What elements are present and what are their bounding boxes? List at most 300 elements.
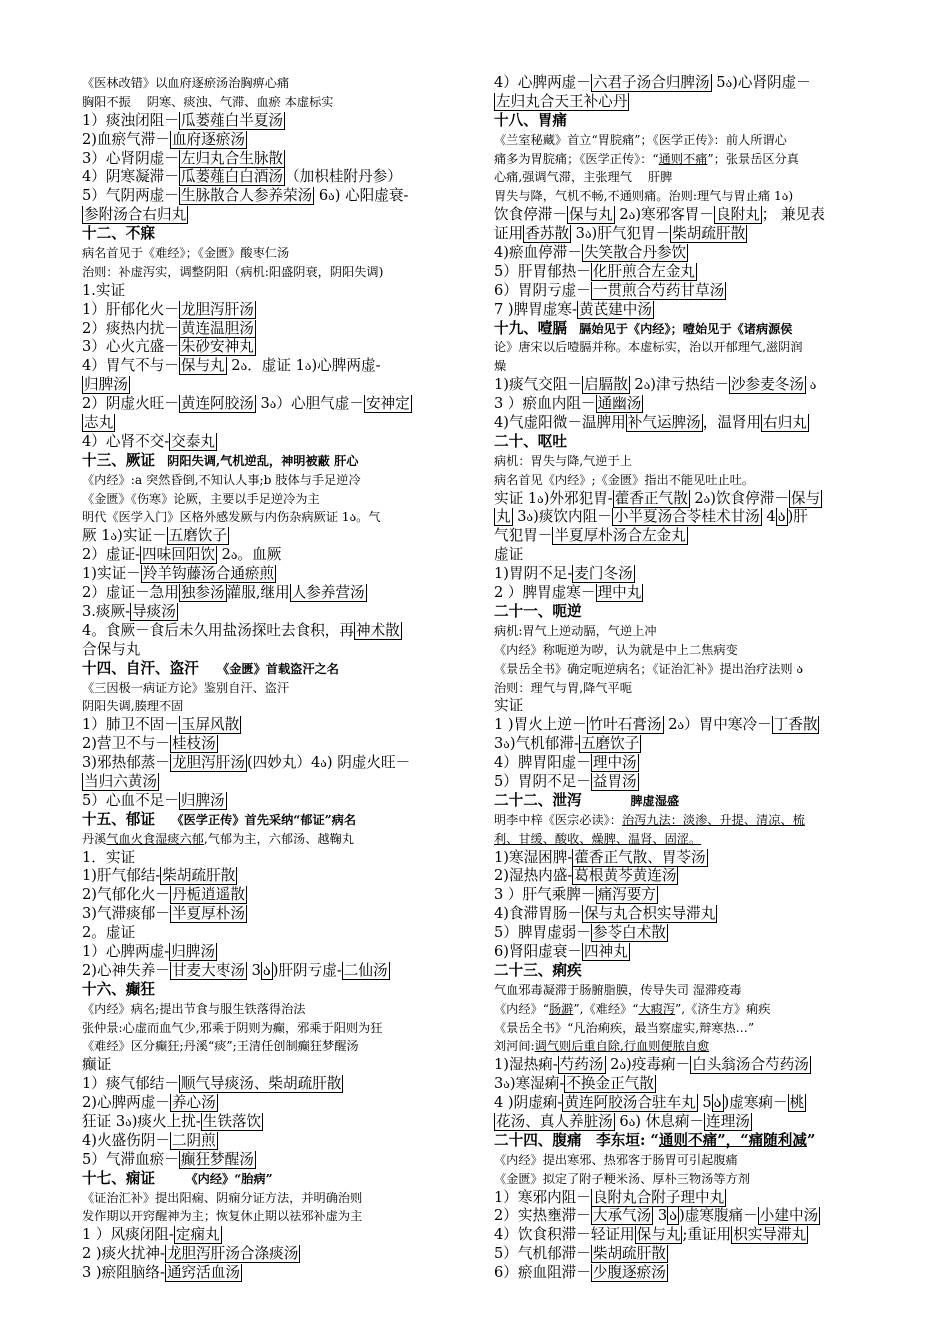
boxed-formula: 朱砂安神丸 <box>180 338 254 356</box>
text-run: 4）饮食积滞－轻证用 <box>494 1226 635 1244</box>
text-line <box>494 981 889 1000</box>
text-run: 5）肝胃郁热－ <box>494 262 591 280</box>
text-run: 阴阳失调,腠理不固 <box>82 699 184 714</box>
text-run: ”；张景岳区分真 <box>707 151 799 166</box>
text-run: 胸阳不振 阴寒、痰浊、气滞、血瘀 本虚标实 <box>82 94 334 109</box>
text-line <box>82 679 477 698</box>
text-line <box>494 735 889 754</box>
text-line <box>82 962 477 981</box>
text-run: 1)胃阴不足- <box>494 565 573 583</box>
text-line <box>82 301 477 320</box>
text-line <box>82 546 477 565</box>
text-run: 治则：理气与胃,降气平呃 <box>494 680 632 695</box>
boxed-formula: 丹栀逍遥散 <box>171 886 245 904</box>
section-heading <box>494 112 889 131</box>
boxed-formula: 瓜蒌薤白白酒汤 <box>180 168 284 186</box>
text-line <box>494 168 889 187</box>
text-run: 3 <box>494 735 504 753</box>
text-run: ．虚证 1 <box>247 357 305 375</box>
section-heading <box>82 1170 477 1189</box>
text-line <box>82 490 477 509</box>
text-line <box>82 414 477 433</box>
text-run: 1 )胃火上逆－ <box>494 716 587 734</box>
boxed-formula: 保与 <box>790 489 821 507</box>
text-run: 2 ）脾胃虚寒－ <box>494 584 596 602</box>
text-line <box>494 490 889 509</box>
text-run: 4）心肾不交- <box>82 432 170 450</box>
inline-note: 《内经》“胎病” <box>154 1171 273 1186</box>
text-line <box>82 1226 477 1245</box>
text-run: 二十二、泄泻 <box>494 791 582 809</box>
text-run: )气机郁滞- <box>509 735 579 753</box>
text-run: ”,《济生方》痢疾 <box>675 1001 771 1016</box>
text-run: 2 <box>226 357 241 375</box>
text-run: 虚证 <box>494 546 524 564</box>
text-line <box>494 206 889 225</box>
text-run: )虚寒痢－ <box>723 1094 788 1112</box>
text-run: 5）气滞血瘀－ <box>82 1150 179 1168</box>
boxed-formula: 当归六黄汤 <box>84 772 157 790</box>
boxed-formula: 六君子汤合归脾汤 <box>592 74 710 91</box>
text-run: 1)肝气郁结- <box>82 867 161 885</box>
text-run: 灌服,继用 <box>226 584 290 602</box>
section-heading <box>82 660 477 679</box>
text-run: 《内经》称呃逆为哕，认为就是中上二焦病变 <box>494 642 738 657</box>
text-run: 十四、自汗、盗汗 <box>82 659 199 677</box>
text-line <box>494 1019 889 1038</box>
boxed-formula: 养心汤 <box>171 1094 216 1112</box>
text-run: 5）心血不足－ <box>82 791 179 809</box>
text-line <box>494 811 889 830</box>
text-run: 2)营卫不与－ <box>82 735 170 753</box>
text-line <box>494 508 889 527</box>
text-run: 李东垣: “ <box>581 1131 659 1149</box>
text-line <box>82 641 477 660</box>
text-run: 1)湿热痢- <box>494 1056 558 1074</box>
text-run: 十八、胃痛 <box>494 111 567 129</box>
text-line <box>494 754 889 773</box>
text-run: 十五、郁证 <box>82 810 155 828</box>
text-line <box>82 357 477 376</box>
text-run: )虚寒腹痛－ <box>679 1207 758 1225</box>
text-run: 张仲景:心虚而血气少,邪乘于阴则为癫，邪乘于阳则为狂 <box>82 1020 383 1035</box>
boxed-formula: 枳实导滞丸 <box>733 1226 807 1244</box>
underlined-text: 通则不痛 <box>658 151 708 166</box>
boxed-formula: 理中汤 <box>592 754 637 772</box>
text-run: 《医林改错》以血府逐瘀汤治胸痹心痛 <box>82 76 290 90</box>
text-run: 2 )痰火扰神- <box>82 1245 165 1263</box>
text-line <box>494 1000 889 1019</box>
text-line <box>494 414 889 433</box>
text-run: 《内经》提出寒邪、热邪客于肠胃可引起腹痛 <box>494 1152 738 1167</box>
boxed-formula: 玉屏风散 <box>180 716 240 734</box>
text-run: 二十四、腹痛 <box>494 1131 582 1149</box>
text-line <box>494 716 889 735</box>
text-run: 5）气阴两虚－ <box>82 187 179 205</box>
text-line <box>494 565 889 584</box>
text-line <box>494 943 889 962</box>
text-line <box>82 74 477 93</box>
boxed-formula: 益胃汤 <box>592 772 637 790</box>
text-run: 胃失与降，气机不畅,不通则痛。治则:理气与胃止痛 1 <box>494 189 782 204</box>
boxed-formula: 瓜蒌薤白半夏汤 <box>180 111 284 129</box>
text-line <box>82 471 477 490</box>
boxed-formula: 志丸 <box>84 414 114 432</box>
boxed-formula: 黄芪建中汤 <box>578 300 652 318</box>
boxed-formula: 香苏散 <box>525 225 569 243</box>
text-line <box>494 1189 889 1208</box>
text-line <box>82 697 477 716</box>
text-run: ” <box>806 1131 816 1149</box>
boxed-formula: 藿香正气散 <box>614 489 688 507</box>
text-run: 饮食停滞－ <box>494 206 567 224</box>
text-line <box>82 1094 477 1113</box>
boxed-formula: ა <box>262 961 271 979</box>
text-run: 3）心肾阴虚－ <box>82 149 179 167</box>
text-run: 3）心火亢盛－ <box>82 338 179 356</box>
text-line <box>494 849 889 868</box>
boxed-formula: 化肝煎合左金丸 <box>592 262 696 280</box>
inline-note: ა <box>230 548 238 563</box>
text-run: 2 <box>629 376 644 394</box>
boxed-formula: 柴胡疏肝散 <box>672 225 746 243</box>
boxed-formula: 通幽汤 <box>597 395 642 413</box>
boxed-formula: 白头翁汤合芍药汤 <box>692 1056 809 1074</box>
boxed-formula: 一贯煎合芍药甘草汤 <box>592 281 725 299</box>
boxed-formula: 五磨饮子 <box>580 735 640 753</box>
boxed-formula: 甘麦大枣汤 <box>171 961 245 979</box>
boxed-formula: 癫狂梦醒汤 <box>180 1150 254 1168</box>
text-run: 病机：胃失与降,气逆于上 <box>494 453 632 468</box>
text-line <box>82 508 477 527</box>
text-run: )寒湿痢- <box>509 1075 565 1093</box>
section-heading <box>82 981 477 1000</box>
boxed-formula: 顺气导痰汤、柴胡疏肝散 <box>180 1075 342 1093</box>
text-run: 发作期以开窍醒神为主；恢复休止期以祛邪补虚为主 <box>82 1209 363 1224</box>
boxed-formula: 独参汤 <box>180 584 225 602</box>
text-line <box>82 338 477 357</box>
text-line <box>82 131 477 150</box>
text-run: 《难经》区分癫狂;丹溪“痰”;王清任创制癫狂梦醒汤 <box>82 1039 359 1054</box>
text-run: 3 ）瘀血内阻－ <box>494 395 596 413</box>
text-run: 气血邪毒凝滞于肠腑脂膜，传导失司 湿滞疫毒 <box>494 982 742 997</box>
text-run: 1）肺卫不固－ <box>82 716 179 734</box>
text-run: )实证－ <box>117 527 167 545</box>
text-line <box>494 1207 889 1226</box>
text-run: )肝气犯胃－ <box>591 225 671 243</box>
boxed-formula: 小半夏汤合苓桂术甘汤 <box>613 508 760 526</box>
text-run: 《内经》病名;提出节食与服生铁落得治法 <box>82 1001 306 1016</box>
text-line <box>494 1037 889 1056</box>
text-line <box>494 1056 889 1075</box>
boxed-formula: 桂枝汤 <box>171 735 216 753</box>
text-run: 实证 1 <box>494 489 538 507</box>
text-run: 十九、噎膈 <box>494 319 567 337</box>
boxed-formula: 二阴煎 <box>171 1131 216 1149</box>
text-run: 1）肝郁化火－ <box>82 300 179 318</box>
inline-note: ა <box>110 529 118 544</box>
text-run: 1．实证 <box>82 848 136 866</box>
text-run: 4）脾胃阳虚－ <box>494 754 591 772</box>
underlined-text: 气血火食湿痰六郁 <box>106 831 204 846</box>
boxed-formula: ა <box>777 508 786 526</box>
text-run: 。血厥 <box>237 546 282 564</box>
text-run: 2）痰热内扰－ <box>82 319 179 337</box>
text-run: 十三、厥证 <box>82 451 155 469</box>
text-run: 《金匮》《伤寒》论厥，主要以手足逆冷为主 <box>82 491 320 506</box>
boxed-formula: 补气运脾汤 <box>627 414 701 432</box>
text-run: 2 <box>605 1056 620 1074</box>
underlined-text: 利、甘缓、酸收、燥脾、温肾、固涩。 <box>494 831 702 846</box>
text-run: 3 <box>494 1075 504 1093</box>
text-run: 4）心脾两虚－ <box>494 74 591 91</box>
text-line <box>82 187 477 206</box>
text-run: 癫证 <box>82 1056 112 1074</box>
text-run: )痰火上扰- <box>131 1112 201 1130</box>
text-run: )肝 <box>787 508 808 526</box>
text-line <box>82 849 477 868</box>
boxed-formula: ა <box>713 1094 722 1112</box>
text-run: 4)火盛伤阴－ <box>82 1131 170 1149</box>
inline-note: ა <box>537 491 544 506</box>
boxed-formula: 五磨饮子 <box>168 527 227 545</box>
text-run: 4。食厥－食后未久用盐汤探吐去食积，再 <box>82 621 354 639</box>
boxed-formula: 连理汤 <box>706 1112 750 1130</box>
boxed-formula: 四神丸 <box>583 942 628 960</box>
text-line <box>82 943 477 962</box>
text-line <box>82 603 477 622</box>
text-line <box>82 1151 477 1170</box>
text-line <box>494 1170 889 1189</box>
boxed-formula: 左归丸合天王补心丹 <box>496 92 628 110</box>
underlined-text: 调气则后重自除,行血则便脓自愈 <box>534 1039 710 1054</box>
inline-note: ა <box>240 359 248 374</box>
text-run: )心肾阴虚－ <box>732 74 811 91</box>
text-run: 实证 <box>494 697 524 715</box>
text-line <box>494 1245 889 1264</box>
boxed-formula: 痛泻要方 <box>597 886 656 904</box>
text-line <box>82 1037 477 1056</box>
text-line <box>494 471 889 490</box>
text-run: ”,《难经》“ <box>573 1001 639 1016</box>
section-heading <box>82 452 477 471</box>
text-run: 2）虚证- <box>82 546 140 564</box>
text-run: 1）痰气郁结－ <box>82 1075 179 1093</box>
text-run: 痛多为胃脘痛；《医学正传》：“ <box>494 151 659 166</box>
text-line <box>82 244 477 263</box>
text-line <box>494 773 889 792</box>
text-line <box>82 168 477 187</box>
text-run: 《三因极一病证方论》鉴别自汗、盗汗 <box>82 680 290 695</box>
text-run: 1 ）风痰闭阻- <box>82 1226 174 1244</box>
inline-note: ა <box>725 76 733 90</box>
boxed-formula: 柴胡疏肝散 <box>162 867 236 885</box>
text-run: 十二、不寐 <box>82 225 155 243</box>
text-line <box>82 1056 477 1075</box>
text-run: ）胃中寒冷－ <box>684 716 772 734</box>
text-run: ； 兼见表 <box>761 206 825 224</box>
left-column <box>82 74 477 1283</box>
text-run: 1）寒邪内阻－ <box>494 1188 591 1206</box>
text-run: )饮食停滞－ <box>710 489 789 507</box>
text-line <box>494 697 889 716</box>
section-heading <box>82 225 477 244</box>
boxed-formula: 理中丸 <box>597 584 642 602</box>
boxed-formula: 花汤、真人养脏汤 <box>496 1112 613 1130</box>
text-line <box>494 263 889 282</box>
text-run: 丹溪 <box>82 831 107 846</box>
text-run: 1.实证 <box>82 281 126 299</box>
boxed-formula: 右归丸 <box>763 414 807 432</box>
text-line <box>494 301 889 320</box>
text-line <box>82 1245 477 1264</box>
boxed-formula: 定痫丸 <box>175 1226 220 1244</box>
text-run: )疫毒痢－ <box>626 1056 691 1074</box>
boxed-formula: 归脾汤 <box>84 376 128 394</box>
boxed-formula: 失笑散合丹参饮 <box>583 244 687 262</box>
inline-note: 膈始见于《内经》；噎始见于《诸病源侯 <box>566 321 793 336</box>
text-line <box>82 830 477 849</box>
text-run: 3.痰厥- <box>82 602 131 620</box>
text-run: 4)气虚阳微－温脾用 <box>494 414 626 432</box>
text-run: 2 <box>689 489 704 507</box>
text-run: 5）胃阴不足－ <box>494 772 591 790</box>
text-line <box>82 1189 477 1208</box>
inline-note: ა <box>677 718 685 733</box>
text-run: 2。虚证 <box>82 924 136 942</box>
text-line <box>494 93 889 112</box>
text-line <box>494 527 889 546</box>
text-line <box>494 225 889 244</box>
text-run: 气犯胃－ <box>494 527 553 545</box>
text-run: 合保与丸 <box>82 640 141 658</box>
text-run: 《景岳全书》确定呃逆病名；《证治汇补》提出治疗法则 <box>494 661 797 676</box>
text-run: 3 <box>246 961 261 979</box>
text-line <box>494 74 889 93</box>
boxed-formula: 葛根黄芩黄连汤 <box>574 867 677 885</box>
text-run: 6)肾阳虚衰－ <box>494 942 582 960</box>
text-run: 1)实证－ <box>82 565 141 583</box>
text-run: 3 <box>653 1207 668 1225</box>
boxed-formula: 安神定 <box>365 395 410 413</box>
boxed-formula: 人参养营汤 <box>291 584 365 602</box>
text-line <box>494 641 889 660</box>
boxed-formula: 血府逐瘀汤 <box>171 130 245 148</box>
inline-note: 《金匮》首载盗汗之名 <box>198 661 339 676</box>
text-run: 7 )脾胃虚寒- <box>494 300 577 318</box>
boxed-formula: 四味回阳饮 <box>142 546 215 564</box>
inline-note: ა <box>503 737 510 752</box>
text-run: 5）气机郁滞－ <box>494 1245 591 1263</box>
inline-note: ა <box>503 1077 510 1092</box>
text-line <box>494 830 889 849</box>
text-run: ;重证用 <box>682 1226 732 1244</box>
text-line <box>494 282 889 301</box>
text-run: 2)血瘀气滞－ <box>82 130 170 148</box>
boxed-formula: 归脾汤 <box>180 791 225 809</box>
text-run: 《内经》:a 突然昏倒,不知认人事;b 肢体与手足逆冷 <box>82 472 361 487</box>
inline-note: ა <box>619 1058 627 1073</box>
boxed-formula: 半夏厚朴汤 <box>171 905 245 923</box>
text-run: 2)湿热内盛- <box>494 867 573 885</box>
text-line <box>82 376 477 395</box>
text-run: ）心胆气虚－ <box>276 395 364 413</box>
text-line <box>82 754 477 773</box>
text-line <box>494 1113 889 1132</box>
text-run: )痰饮内阻－ <box>533 508 612 526</box>
boxed-formula: 交泰丸 <box>171 432 215 450</box>
text-run: 4)食滞胃肠－ <box>494 905 582 923</box>
text-run: 5 <box>711 74 726 91</box>
boxed-formula: 藿香正气散、胃苓汤 <box>574 848 706 866</box>
text-run: )心脾两虚- <box>311 357 381 375</box>
boxed-formula: 不换金正气散 <box>566 1075 654 1093</box>
boxed-formula: 黄连阿胶汤 <box>180 395 254 413</box>
boxed-formula: 导痰汤 <box>132 602 176 620</box>
text-line <box>82 263 477 282</box>
text-run: ) 休息痢－ <box>635 1112 705 1130</box>
text-run: )津亏热结－ <box>650 376 729 394</box>
text-run: 二十、呕吐 <box>494 432 567 450</box>
text-run: 病机:胃气上逆动膈，气逆上冲 <box>494 623 657 638</box>
text-run: 《景岳全书》“凡治痢疾，最当察虚实,辩寒热…” <box>494 1020 755 1035</box>
boxed-formula: 归脾汤 <box>171 942 215 960</box>
boxed-formula: 柴胡疏肝散 <box>592 1245 666 1263</box>
text-run: 《兰室秘藏》首立“胃脘痛”；《医学正传》：前人所谓心 <box>494 132 787 147</box>
text-run: 2 <box>614 206 629 224</box>
text-line <box>494 131 889 150</box>
text-line <box>494 1151 889 1170</box>
text-run: 心痛,强调气滞，主张理气 肝脾 <box>494 170 673 185</box>
text-line <box>82 735 477 754</box>
boxed-formula: 小建中汤 <box>759 1207 819 1225</box>
boxed-formula: 良附丸合附子理中丸 <box>592 1188 725 1206</box>
text-run: ,气郁为主，六郁汤、越鞠丸 <box>203 831 354 846</box>
text-run: 4）胃气不与－ <box>82 357 179 375</box>
boxed-formula: 生脉散合人参养荣汤 <box>180 187 313 205</box>
underlined-text: 肠澼 <box>548 1001 574 1016</box>
text-run: 6 <box>614 1112 629 1130</box>
inline-note: ა <box>584 227 592 242</box>
text-run: 狂证 3 <box>82 1112 126 1130</box>
boxed-formula: 羚羊钩藤汤合通瘀煎 <box>142 565 275 583</box>
boxed-formula: 麦门冬汤 <box>574 565 633 583</box>
boxed-formula: 芍药汤 <box>559 1056 604 1074</box>
boxed-formula: 保与丸 <box>180 357 225 375</box>
text-line <box>494 924 889 943</box>
text-run: 2)心神失养－ <box>82 961 170 979</box>
boxed-formula: 龙胆泻肝汤合涤痰汤 <box>166 1245 299 1263</box>
text-run: 1）痰浊闭阻－ <box>82 111 179 129</box>
inline-note: ა <box>796 661 804 676</box>
inline-note: ა <box>328 189 335 204</box>
inline-note: ა <box>628 208 636 223</box>
text-line <box>494 357 889 376</box>
text-run: 4）阴寒凝滞－ <box>82 168 179 186</box>
inline-note: 脾虚湿盛 <box>581 793 680 808</box>
text-line <box>82 773 477 792</box>
text-line <box>82 565 477 584</box>
text-run: 5）脾胃虚弱－ <box>494 924 591 942</box>
text-run: 4 )阴虚痢- <box>494 1094 563 1112</box>
boxed-formula: 丁香散 <box>773 716 818 734</box>
text-run: 证用 <box>494 225 524 243</box>
boxed-formula: 生铁落饮 <box>202 1112 262 1130</box>
text-run: ) <box>788 189 794 204</box>
right-column <box>494 74 889 1283</box>
text-run: 5 <box>697 1094 712 1112</box>
text-line <box>494 1094 889 1113</box>
